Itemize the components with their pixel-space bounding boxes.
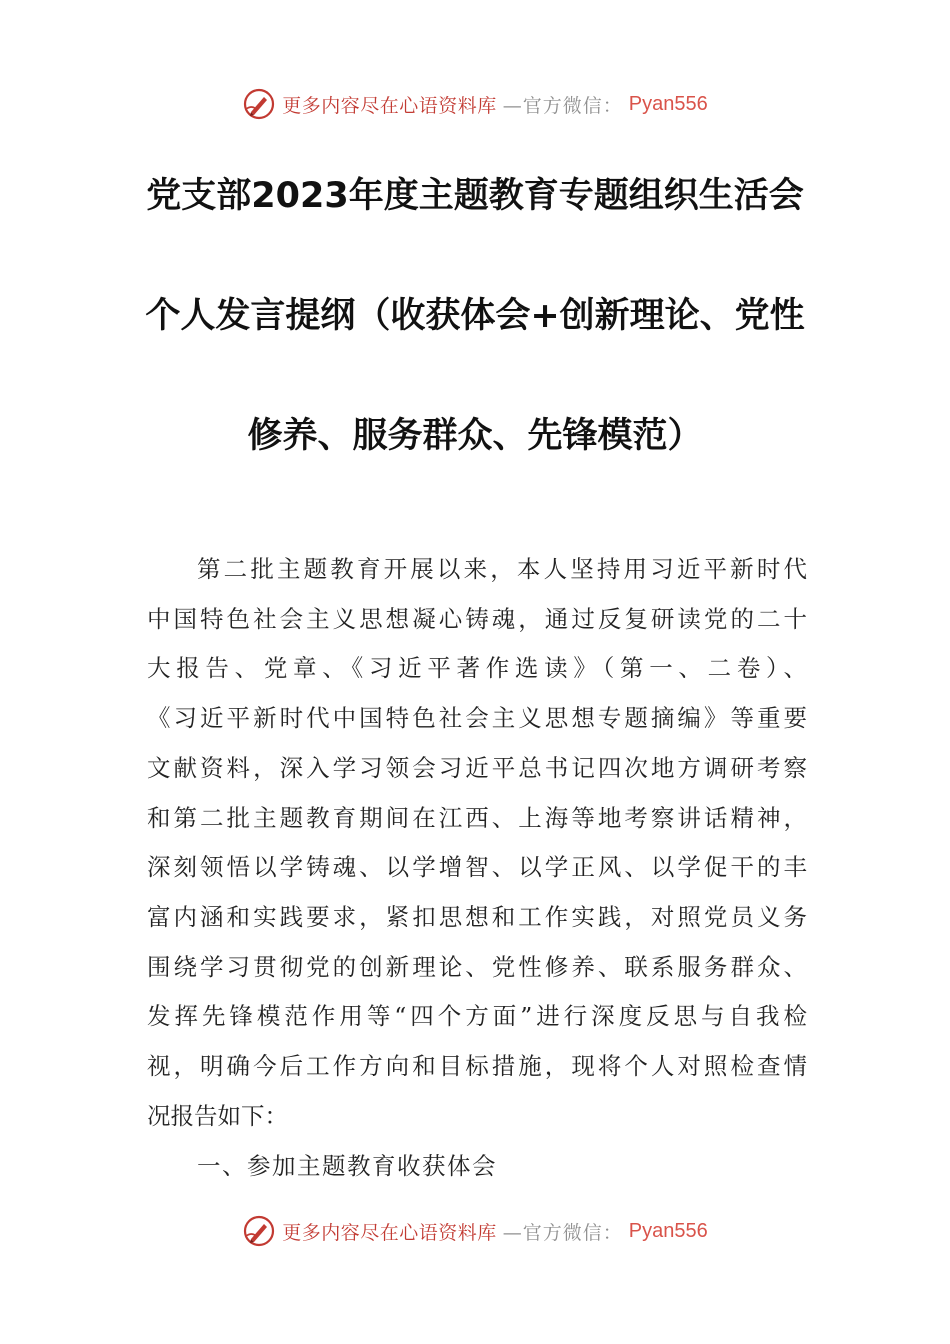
pen-logo-icon: [242, 1214, 276, 1248]
paragraph-line: 富内涵和实践要求，紧扣思想和工作实践，对照党员义务: [147, 902, 807, 931]
footer-watermark: [0, 1211, 950, 1251]
header-watermark: [0, 84, 950, 124]
section-heading: 一、参加主题教育收获体会: [197, 1152, 497, 1180]
paragraph-line: 和第二批主题教育期间在江西、上海等地考察讲话精神，: [147, 803, 807, 832]
paragraph-line: 发挥先锋模范作用等“四个方面”进行深度反思与自我检: [147, 1002, 807, 1031]
paragraph-line: 深刻领悟以学铸魂、以学增智、以学正风、以学促干的丰: [147, 853, 807, 882]
paragraph-line: 文献资料，深入学习领会习近平总书记四次地方调研考察: [147, 753, 807, 782]
document-title-line-1: 党支部2023年度主题教育专题组织生活会: [146, 176, 804, 216]
body-paragraph: [147, 545, 807, 1141]
watermark-text: 更多内容尽在心语资料库: [282, 1221, 497, 1244]
watermark-wechat-id: Pyan556: [628, 92, 708, 115]
watermark-wechat-id: Pyan556: [628, 1219, 708, 1242]
paragraph-line: 况报告如下：: [147, 1101, 288, 1130]
paragraph-line: 中国特色社会主义思想凝心铸魂，通过反复研读党的二十: [147, 604, 807, 633]
paragraph-line: 《习近平新时代中国特色社会主义思想专题摘编》等重要: [147, 704, 807, 733]
paragraph-line: 视，明确今后工作方向和目标措施，现将个人对照检查情: [147, 1052, 807, 1081]
paragraph-line: 围绕学习贯彻党的创新理论、党性修养、联系服务群众、: [147, 952, 807, 981]
document-title-line-2: 个人发言提纲（收获体会+创新理论、党性: [145, 296, 805, 336]
pen-logo-icon: [242, 87, 276, 121]
document-title-line-3: 修养、服务群众、先锋模范）: [247, 416, 703, 456]
watermark-official-label: —官方微信：: [502, 94, 623, 117]
watermark-text: 更多内容尽在心语资料库: [282, 94, 497, 117]
paragraph-line: 第二批主题教育开展以来，本人坚持用习近平新时代: [197, 555, 807, 583]
watermark-official-label: —官方微信：: [502, 1221, 623, 1244]
paragraph-line: 大报告、党章、《习近平著作选读》（第一、二卷）、: [147, 654, 807, 683]
